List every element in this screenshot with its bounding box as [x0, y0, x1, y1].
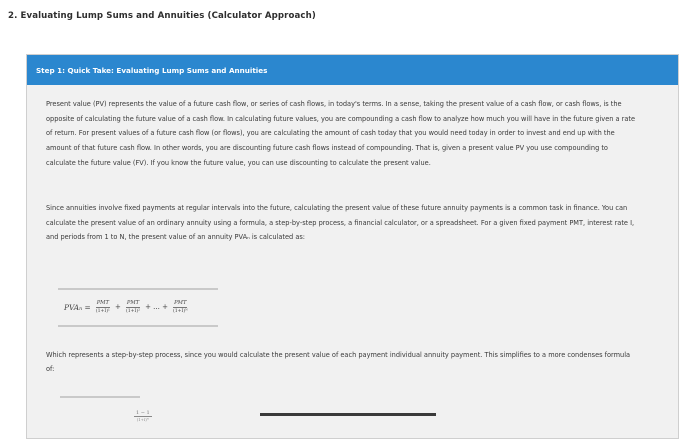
step-panel: [26, 54, 679, 439]
formula-term-n-denominator: (1+I)ᴺ: [172, 308, 188, 314]
formula-lhs: PVAₙ =: [64, 302, 91, 312]
formula-ellipsis: + ... +: [145, 303, 168, 311]
paragraph-step-by-step: Which represents a step-by-step process, since you would calculate the present value of each payment individual annuity payment. This simplifies to a more condenses formula of:: [46, 351, 631, 373]
formula-divider: [60, 396, 140, 398]
formula-term-1-numerator: PMT: [96, 299, 109, 306]
formula-term-2: [126, 300, 140, 315]
formula-term-n-numerator: PMT: [174, 299, 187, 306]
formula-term-2-numerator: PMT: [126, 299, 140, 306]
paragraph-present-value: Present value (PV) represents the value of a future cash flow, or series of cash flows, in today's terms. In a sense, taking the present value of a cash flow, or cash flows, is the opposite of calculating the future value of a cash flow. In calculating future values, you are compounding a cash flow to analyze how much you will have in the future given a rate of return. For present values of a future cash flow (or flows), you are calculating the amount of cash today that you would need today in order to invest and end up with the amount of that future cash flow. In other words, you are discounting future cash flows instead of compounding. That is, given a present value PV you use compounding to calculate the future value (FV). If you know the future value, you can use discounting to calculate the present value.: [46, 100, 636, 167]
paragraph-annuities: Since annuities involve fixed payments at regular intervals into the future, calculating the present value of these future annuity payments is a common task in finance. You can calculate the present value of an ordinary annuity using a formula, a step-by-step process, a financial calculator, or a spreadsheet. For a given fixed payment PMT, interest rate I, and periods from 1 to N, the present value of an annuity PVAₙ is calculated as:: [46, 204, 635, 242]
formula-term-1: [96, 300, 110, 315]
formula-plus: +: [114, 303, 121, 311]
step-header: Step 1: Quick Take: Evaluating Lump Sums and Annuities: [27, 55, 678, 85]
formula-term-2-denominator: (1+I)²: [125, 308, 140, 314]
condensed-formula-numerator: 1 − 1: [136, 410, 150, 416]
formula-term-1-denominator: (1+I)¹: [95, 308, 110, 314]
answer-divider: [260, 413, 436, 416]
pva-formula: [64, 296, 191, 318]
condensed-formula: [134, 410, 152, 422]
pva-formula-box: [58, 288, 218, 327]
condensed-formula-denominator: (1+I)ᴺ: [136, 417, 149, 422]
formula-term-n: [173, 300, 188, 315]
question-title: 2. Evaluating Lump Sums and Annuities (Calculator Approach): [8, 11, 316, 21]
